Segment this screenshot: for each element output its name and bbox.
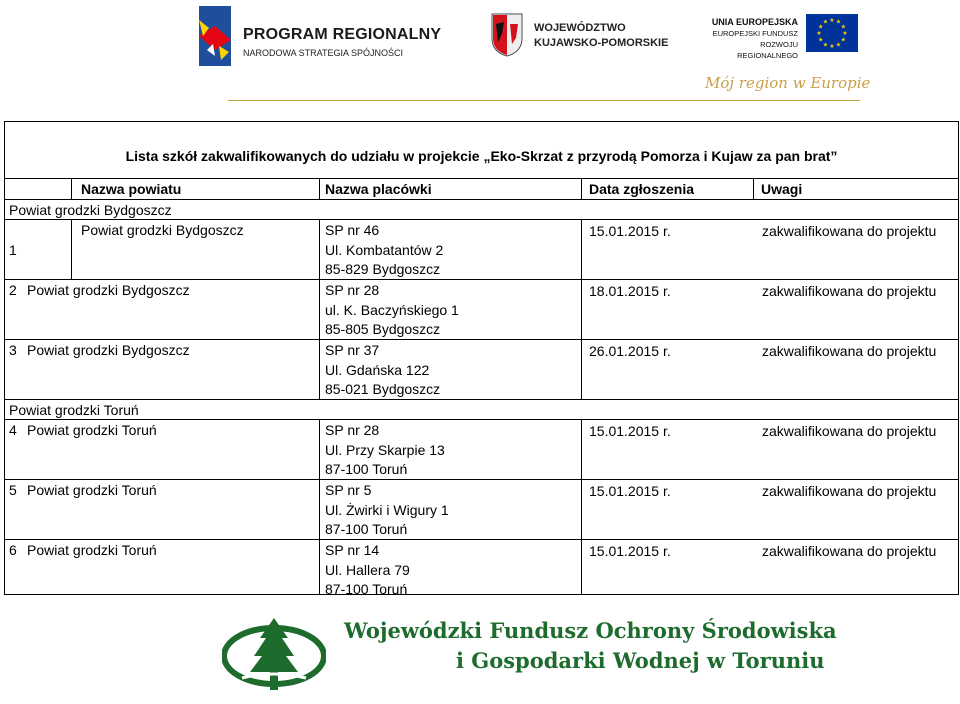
row-note: zakwalifikowana do projektu xyxy=(762,543,937,559)
table-col-rule xyxy=(581,178,582,199)
row-number: 3 xyxy=(9,342,17,358)
table-col-rule xyxy=(319,178,320,199)
eu-line3: ROZWOJU REGIONALNEGO xyxy=(737,40,798,60)
column-header-date: Data zgłoszenia xyxy=(589,181,695,197)
program-subtitle: NARODOWA STRATEGIA SPÓJNOŚCI xyxy=(243,48,404,58)
row-note: zakwalifikowana do projektu xyxy=(762,343,937,359)
row-county: Powiat grodzki Bydgoszcz xyxy=(27,342,190,358)
school-street: Ul. Kombatantów 2 xyxy=(325,241,444,258)
table-rule xyxy=(5,219,958,220)
row-number: 2 xyxy=(9,282,17,298)
svg-text:★: ★ xyxy=(818,36,824,44)
svg-text:★: ★ xyxy=(842,30,848,37)
coat-of-arms-icon xyxy=(490,12,524,58)
row-number: 5 xyxy=(9,482,17,498)
school-city: 87-100 Toruń xyxy=(325,461,408,477)
row-school xyxy=(325,541,587,600)
school-city: 85-021 Bydgoszcz xyxy=(325,381,441,397)
school-city: 87-100 Toruń xyxy=(325,521,408,537)
row-note: zakwalifikowana do projektu xyxy=(762,223,937,239)
row-date: 15.01.2015 r. xyxy=(589,223,671,239)
eu-flag-icon xyxy=(806,14,858,52)
row-date: 15.01.2015 r. xyxy=(589,483,671,499)
row-school xyxy=(325,421,587,480)
row-school xyxy=(325,281,587,340)
wojewodztwo-line1: WOJEWÓDZTWO xyxy=(534,22,626,34)
table-col-rule xyxy=(753,178,754,199)
row-date: 15.01.2015 r. xyxy=(589,423,671,439)
school-street: Ul. Przy Skarpie 13 xyxy=(325,441,445,458)
table-rule xyxy=(5,178,958,179)
program-regionalny-emblem-icon xyxy=(195,6,235,66)
school-city: 87-100 Toruń xyxy=(325,581,408,597)
document-title: Lista szkół zakwalifikowanych do udziału w projekcie „Eko-Skrzat z przyrodą Pomorza i Kujaw za pan brat” xyxy=(125,148,838,164)
svg-text:★: ★ xyxy=(835,18,842,26)
row-number: 6 xyxy=(9,542,17,558)
table-col-rule xyxy=(71,178,72,199)
group-title-torun: Powiat grodzki Toruń xyxy=(9,402,139,418)
row-county: Powiat grodzki Bydgoszcz xyxy=(27,282,190,298)
row-county: Powiat grodzki Toruń xyxy=(27,542,157,558)
tree-emblem-icon xyxy=(222,612,326,698)
school-street: Ul. Żwirki i Wigury 1 xyxy=(325,501,449,518)
school-city: 85-829 Bydgoszcz xyxy=(325,261,441,277)
svg-text:★: ★ xyxy=(835,41,842,49)
svg-text:★: ★ xyxy=(829,17,835,24)
eu-text xyxy=(700,17,798,61)
school-name: SP nr 28 xyxy=(325,422,380,438)
eu-line2: EUROPEJSKI FUNDUSZ xyxy=(712,29,798,38)
column-header-county: Nazwa powiatu xyxy=(81,181,182,197)
group-title-bydgoszcz: Powiat grodzki Bydgoszcz xyxy=(9,202,172,218)
row-county: Powiat grodzki Bydgoszcz xyxy=(81,222,244,238)
svg-text:★: ★ xyxy=(840,36,846,44)
row-school xyxy=(325,341,587,400)
table-col-rule xyxy=(71,219,72,279)
svg-text:★: ★ xyxy=(840,23,846,31)
svg-text:★: ★ xyxy=(829,43,835,50)
eu-logo xyxy=(700,14,860,66)
table-col-rule xyxy=(319,419,320,594)
row-note: zakwalifikowana do projektu xyxy=(762,283,937,299)
school-name: SP nr 37 xyxy=(325,342,380,358)
svg-text:★: ★ xyxy=(816,30,822,37)
row-note: zakwalifikowana do projektu xyxy=(762,483,937,499)
row-county: Powiat grodzki Toruń xyxy=(27,482,157,498)
eu-line1: UNIA EUROPEJSKA xyxy=(711,17,798,27)
table-col-rule xyxy=(319,219,320,399)
row-number: 4 xyxy=(9,422,17,438)
school-street: Ul. Gdańska 122 xyxy=(325,361,430,378)
school-name: SP nr 28 xyxy=(325,282,380,298)
program-title: PROGRAM REGIONALNY xyxy=(243,26,442,43)
column-header-notes: Uwagi xyxy=(761,181,803,197)
wfos-line1: Wojewódzki Fundusz Ochrony Środowiska xyxy=(344,618,837,643)
row-note: zakwalifikowana do projektu xyxy=(762,423,937,439)
header-divider xyxy=(228,100,860,101)
wfos-line2: i Gospodarki Wodnej w Toruniu xyxy=(456,648,825,673)
motto: Mój region w Europie xyxy=(705,74,871,92)
wojewodztwo-logo xyxy=(490,12,670,64)
row-date: 18.01.2015 r. xyxy=(589,283,671,299)
row-school xyxy=(325,221,587,280)
row-number: 1 xyxy=(9,242,17,258)
school-street: ul. K. Baczyńskiego 1 xyxy=(325,301,459,318)
school-name: SP nr 46 xyxy=(325,222,380,238)
svg-text:★: ★ xyxy=(822,18,829,26)
program-regionalny-logo xyxy=(195,6,445,70)
column-header-school: Nazwa placówki xyxy=(325,181,432,197)
schools-table xyxy=(4,121,959,595)
wojewodztwo-line2: KUJAWSKO-POMORSKIE xyxy=(534,37,669,49)
school-street: Ul. Hallera 79 xyxy=(325,561,410,578)
wfos-logo xyxy=(222,612,837,702)
svg-text:★: ★ xyxy=(822,41,829,49)
row-county: Powiat grodzki Toruń xyxy=(27,422,157,438)
table-rule xyxy=(5,199,958,200)
row-date: 26.01.2015 r. xyxy=(589,343,671,359)
row-school xyxy=(325,481,587,540)
svg-text:★: ★ xyxy=(818,23,824,31)
table-rule xyxy=(5,419,958,420)
school-name: SP nr 14 xyxy=(325,542,380,558)
row-date: 15.01.2015 r. xyxy=(589,543,671,559)
school-city: 85-805 Bydgoszcz xyxy=(325,321,441,337)
school-name: SP nr 5 xyxy=(325,482,372,498)
